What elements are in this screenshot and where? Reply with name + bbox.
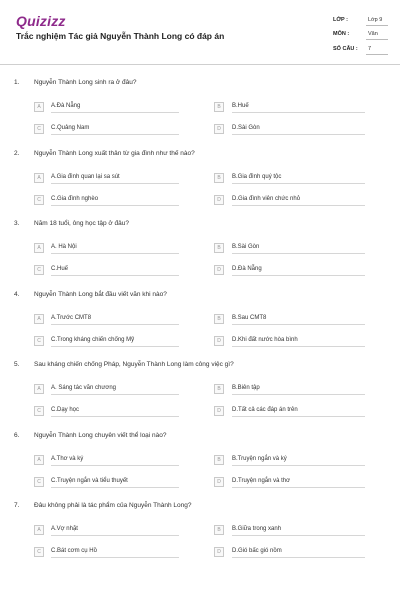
option-underline xyxy=(232,557,365,558)
option-letter-box[interactable]: A xyxy=(34,455,44,465)
option-text[interactable]: B.Sài Gòn xyxy=(232,244,260,250)
option-text[interactable]: B.Gia đình quý tộc xyxy=(232,173,282,180)
option-text[interactable]: B.Huế xyxy=(232,103,249,109)
option-underline xyxy=(51,394,179,395)
option-underline xyxy=(232,253,365,254)
option-text[interactable]: A.Thơ và ký xyxy=(51,455,84,462)
option-letter-box[interactable]: C xyxy=(34,195,44,205)
option-underline xyxy=(232,487,365,488)
option-underline xyxy=(232,324,365,325)
meta-value-count: 7 xyxy=(368,46,372,52)
option-letter-box[interactable]: C xyxy=(34,124,44,134)
option-underline xyxy=(232,535,365,536)
option-letter-box[interactable]: B xyxy=(214,455,224,465)
option-letter-box[interactable]: C xyxy=(34,547,44,557)
option-underline xyxy=(232,134,365,135)
option-underline xyxy=(51,134,179,135)
quizizz-logo: Quizizz xyxy=(16,13,66,29)
question-text: Sau kháng chiến chống Pháp, Nguyễn Thành Long làm công việc gì? xyxy=(34,361,234,368)
option-letter-box[interactable]: C xyxy=(34,265,44,275)
question-number: 2. xyxy=(14,149,20,157)
option-text[interactable]: C.Trong kháng chiến chống Mỹ xyxy=(51,336,135,343)
question-text: Nguyễn Thành Long bắt đầu viết văn khi nào? xyxy=(34,290,167,298)
option-letter-box[interactable]: B xyxy=(214,525,224,535)
option-underline xyxy=(232,416,365,417)
header-divider xyxy=(0,64,400,65)
question-number: 1. xyxy=(14,79,20,86)
question-text: Năm 18 tuổi, ông học tập ở đâu? xyxy=(34,220,129,227)
meta-label-subject: MÔN : xyxy=(333,31,350,37)
option-letter-box[interactable]: A xyxy=(34,314,44,324)
option-letter-box[interactable]: B xyxy=(214,173,224,183)
option-text[interactable]: A. Hà Nội xyxy=(51,244,77,250)
question-number: 7. xyxy=(14,502,20,509)
question-text: Đâu không phải là tác phẩm của Nguyễn Thành Long? xyxy=(34,502,192,509)
option-letter-box[interactable]: A xyxy=(34,102,44,112)
option-underline xyxy=(51,535,179,536)
option-letter-box[interactable]: B xyxy=(214,384,224,394)
option-underline xyxy=(51,346,179,347)
option-text[interactable]: C.Huế xyxy=(51,266,69,272)
option-underline xyxy=(51,487,179,488)
option-letter-box[interactable]: D xyxy=(214,477,224,487)
option-text[interactable]: B.Truyện ngắn và ký xyxy=(232,455,287,462)
option-underline xyxy=(51,324,179,325)
option-underline xyxy=(51,557,179,558)
question-number: 4. xyxy=(14,290,20,298)
option-underline xyxy=(51,112,179,113)
option-letter-box[interactable]: D xyxy=(214,547,224,557)
option-underline xyxy=(232,275,365,276)
option-text[interactable]: C.Bát cơm cụ Hồ xyxy=(51,548,97,554)
option-letter-box[interactable]: D xyxy=(214,336,224,346)
question-number: 3. xyxy=(14,220,20,227)
option-text[interactable]: B.Biên tập xyxy=(232,385,260,391)
option-text[interactable]: A.Trước CMT8 xyxy=(51,314,92,321)
option-underline xyxy=(51,275,179,276)
option-letter-box[interactable]: D xyxy=(214,265,224,275)
meta-label-count: SỐ CÂU : xyxy=(333,46,358,52)
option-text[interactable]: B.Sau CMT8 xyxy=(232,314,267,321)
option-letter-box[interactable]: A xyxy=(34,384,44,394)
option-underline xyxy=(51,205,179,206)
option-underline xyxy=(232,205,365,206)
option-underline xyxy=(232,346,365,347)
option-letter-box[interactable]: C xyxy=(34,477,44,487)
option-text[interactable]: D.Đà Nẵng xyxy=(232,266,262,272)
option-underline xyxy=(51,253,179,254)
option-text[interactable]: A.Vợ nhặt xyxy=(51,526,78,532)
option-letter-box[interactable]: D xyxy=(214,124,224,134)
meta-label-class: LỚP : xyxy=(333,17,348,23)
option-text[interactable]: A.Đà Nẵng xyxy=(51,103,81,109)
option-letter-box[interactable]: C xyxy=(34,336,44,346)
option-underline xyxy=(232,465,365,466)
option-letter-box[interactable]: A xyxy=(34,525,44,535)
option-letter-box[interactable]: B xyxy=(214,102,224,112)
option-underline xyxy=(232,183,365,184)
option-text[interactable]: D.Khi đất nước hòa bình xyxy=(232,336,298,343)
option-text[interactable]: D.Gia đình viên chức nhỏ xyxy=(232,195,301,202)
option-text[interactable]: D.Gió bấc gió nồm xyxy=(232,548,282,554)
page-title: Trắc nghiệm Tác giả Nguyễn Thành Long có đáp án xyxy=(16,31,225,41)
option-text[interactable]: C.Quảng Nam xyxy=(51,125,90,131)
option-text[interactable]: A.Gia đình quan lại sa sút xyxy=(51,173,120,180)
question-text: Nguyễn Thành Long sinh ra ở đâu? xyxy=(34,79,137,86)
option-text[interactable]: A. Sáng tác văn chương xyxy=(51,385,116,391)
option-text[interactable]: C.Gia đình nghèo xyxy=(51,195,99,202)
option-underline xyxy=(51,416,179,417)
option-underline xyxy=(232,112,365,113)
option-underline xyxy=(232,394,365,395)
meta-value-subject: Văn xyxy=(368,31,378,37)
option-letter-box[interactable]: B xyxy=(214,243,224,253)
option-underline xyxy=(51,183,179,184)
option-text[interactable]: D.Tất cả các đáp án trên xyxy=(232,407,298,413)
question-text: Nguyễn Thành Long chuyên viết thể loại nào? xyxy=(34,431,167,439)
question-number: 5. xyxy=(14,361,20,368)
option-text[interactable]: C.Truyện ngắn và tiểu thuyết xyxy=(51,477,128,484)
meta-underline xyxy=(366,54,388,55)
question-number: 6. xyxy=(14,431,20,439)
option-letter-box[interactable]: D xyxy=(214,195,224,205)
option-letter-box[interactable]: A xyxy=(34,173,44,183)
option-letter-box[interactable]: C xyxy=(34,406,44,416)
option-text[interactable]: C.Dạy học xyxy=(51,407,80,413)
meta-underline xyxy=(366,39,388,40)
option-text[interactable]: D.Truyện ngắn và thơ xyxy=(232,477,291,484)
question-text: Nguyễn Thành Long xuất thân từ gia đình như thế nào? xyxy=(34,149,195,157)
option-underline xyxy=(51,465,179,466)
meta-underline xyxy=(366,25,388,26)
option-text[interactable]: B.Giữa trong xanh xyxy=(232,526,282,532)
option-letter-box[interactable]: B xyxy=(214,314,224,324)
option-letter-box[interactable]: D xyxy=(214,406,224,416)
option-text[interactable]: D.Sài Gòn xyxy=(232,125,260,131)
meta-value-class: Lớp 9 xyxy=(368,17,383,23)
option-letter-box[interactable]: A xyxy=(34,243,44,253)
